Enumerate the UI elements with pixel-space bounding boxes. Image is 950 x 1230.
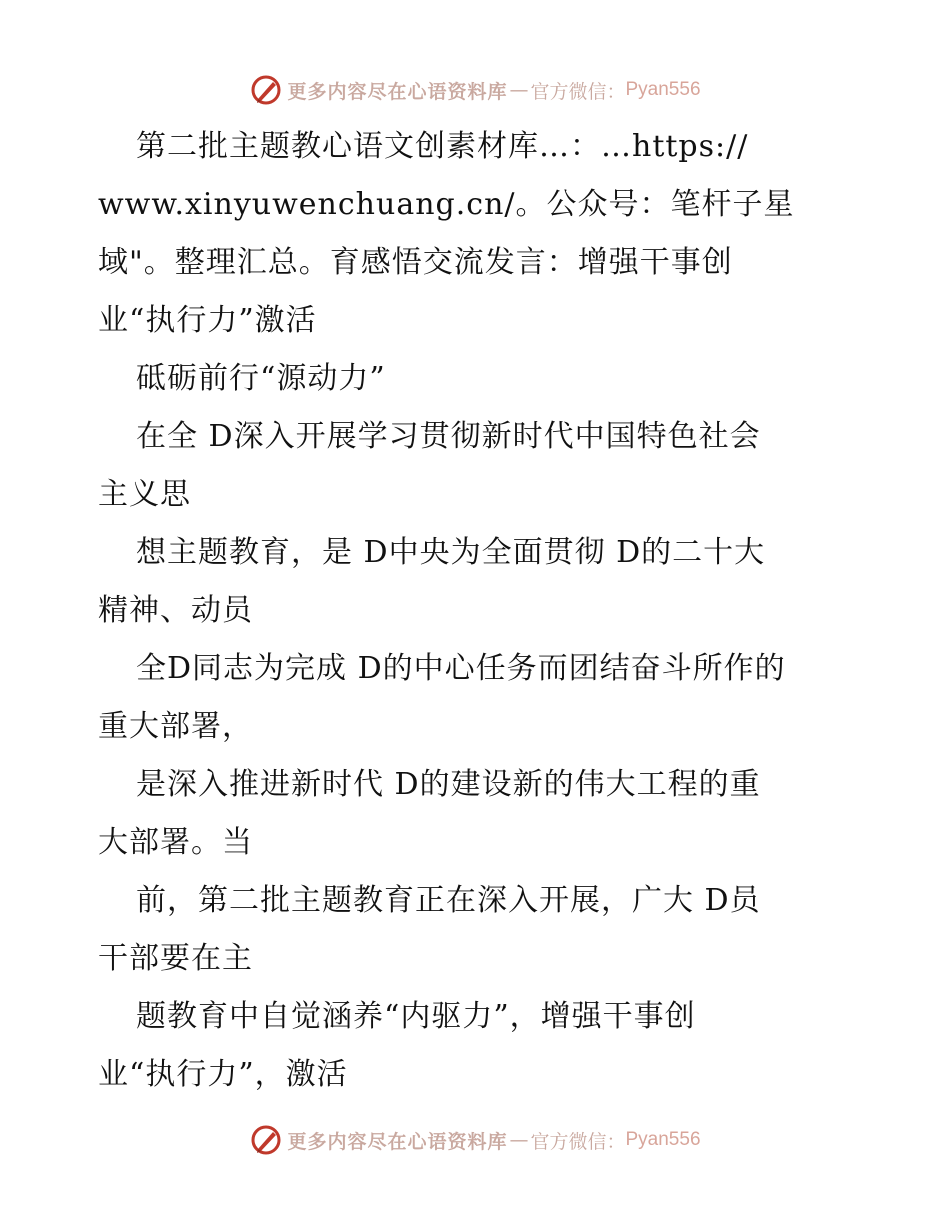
body-line: www.xinyuwenchuang.cn/。公众号：笔杆子星 (98, 187, 795, 222)
banner-wechat-id: Pyan556 (625, 79, 701, 100)
body-line: 第二批主题教心语文创素材库…：…https:// (136, 129, 749, 164)
banner-official-label: 官方微信： (530, 1130, 626, 1153)
pen-logo-icon (249, 1123, 283, 1157)
body-line: 想主题教育，是 D中央为全面贯彻 D的二十大 (136, 535, 766, 570)
header-banner (0, 70, 950, 110)
body-line: 精神、动员 (98, 593, 253, 628)
body-line: 是深入推进新时代 D的建设新的伟大工程的重 (136, 767, 761, 802)
body-line: 在全 D深入开展学习贯彻新时代中国特色社会 (136, 419, 761, 454)
body-line: 业“执行力”，激活 (98, 1057, 348, 1092)
banner-brand-text: 更多内容尽在心语资料库 (287, 80, 508, 103)
body-line: 大部署。当 (98, 825, 253, 860)
footer-banner (0, 1120, 950, 1160)
body-line: 干部要在主 (98, 941, 253, 976)
banner-brand-text: 更多内容尽在心语资料库 (287, 1130, 508, 1153)
banner-official-label: 官方微信： (530, 80, 626, 103)
body-line: 前，第二批主题教育正在深入开展，广大 D员 (136, 883, 761, 918)
pen-logo-icon (249, 73, 283, 107)
banner-wechat-id: Pyan556 (625, 1129, 701, 1150)
body-line: 砥砺前行“源动力” (136, 361, 386, 396)
banner-dash: — (509, 1129, 529, 1151)
body-line: 主义思 (98, 477, 191, 512)
document-body (98, 118, 858, 1104)
banner-dash: — (509, 79, 529, 101)
body-line: 重大部署， (98, 709, 253, 744)
body-line: 全D同志为完成 D的中心任务而团结奋斗所作的 (136, 651, 786, 686)
body-line: 业“执行力”激活 (98, 303, 317, 338)
body-line: 域"。整理汇总。育感悟交流发言：增强干事创 (98, 245, 733, 280)
body-line: 题教育中自觉涵养“内驱力”，增强干事创 (136, 999, 696, 1034)
